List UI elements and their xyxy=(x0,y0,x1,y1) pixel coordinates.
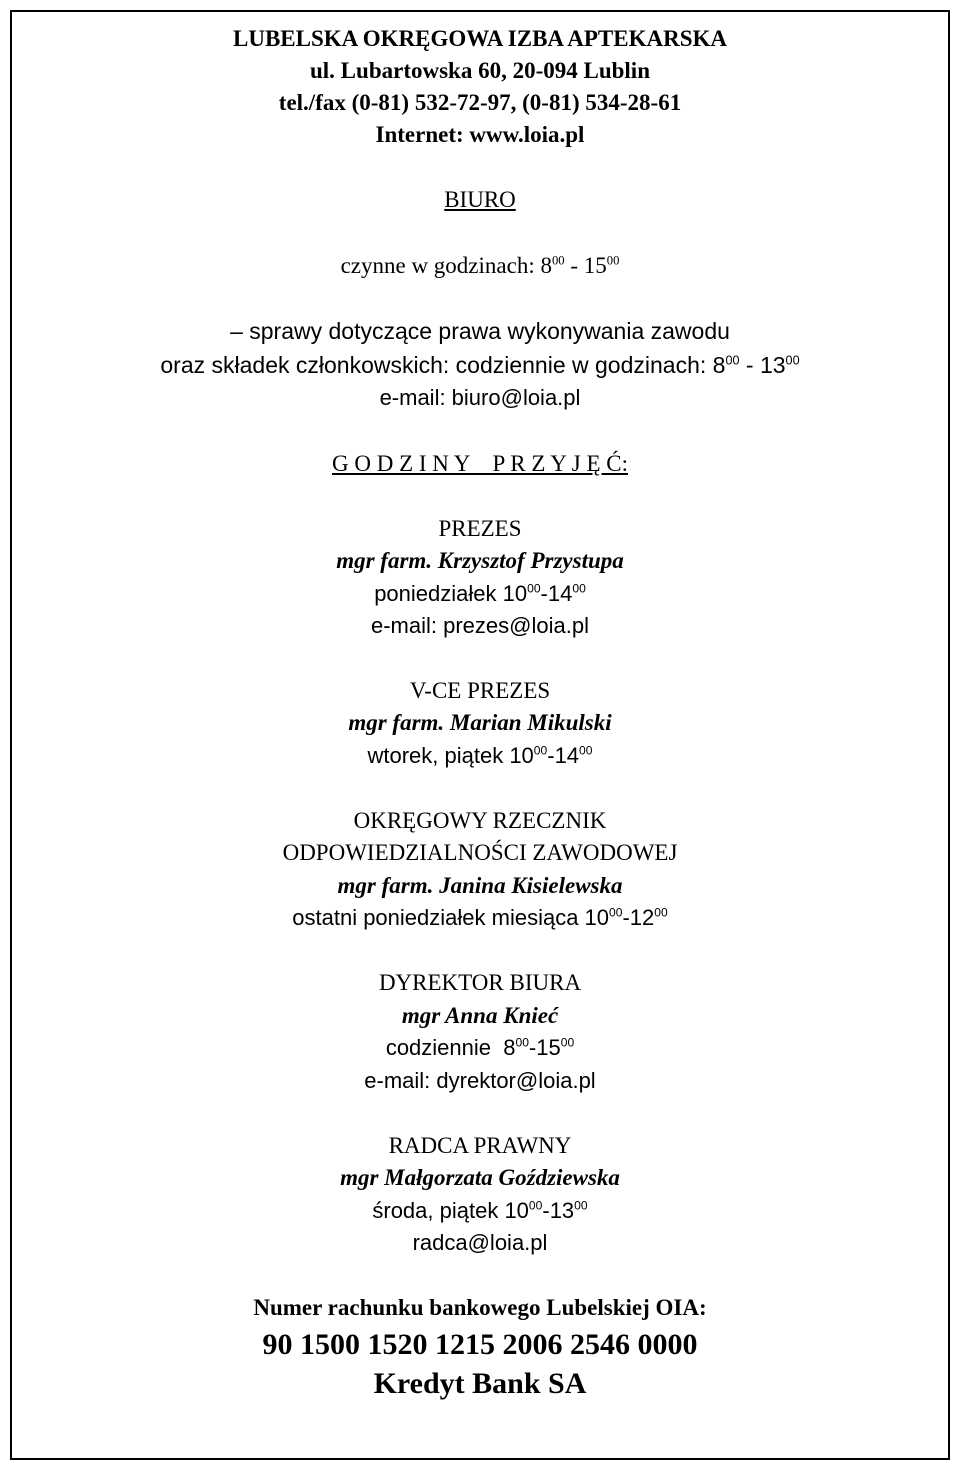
director-email: e-mail: dyrektor@loia.pl xyxy=(364,1068,596,1093)
office-email: e-mail: biuro@loia.pl xyxy=(379,385,581,410)
president-name: mgr farm. Krzysztof Przystupa xyxy=(336,548,624,573)
bank-account-number: 90 1500 1520 1215 2006 2546 0000 xyxy=(262,1328,698,1361)
vice-president-hours: wtorek, piątek $10^{00}-14^{00}$ xyxy=(367,743,593,768)
office-matters-line2: oraz składek członkowskich: codziennie w godzinach: $8^{00} - 13^{00}$ xyxy=(160,352,800,378)
bank-label: Numer rachunku bankowego Lubelskiej OIA: xyxy=(253,1295,707,1320)
office-title: BIURO xyxy=(444,187,516,212)
director-name: mgr Anna Knieć xyxy=(401,1003,559,1028)
bank-name: Kredyt Bank SA xyxy=(373,1367,587,1400)
director-hours: codziennie $8^{00}-15^{00}$ xyxy=(385,1035,575,1060)
legal-name: mgr Małgorzata Goździewska xyxy=(340,1165,620,1190)
org-internet: Internet: www.loia.pl xyxy=(375,122,585,147)
office-matters-line1: – sprawy dotyczące prawa wykonywania zawodu xyxy=(230,318,730,344)
legal-hours: środa, piątek $10^{00}-13^{00}$ xyxy=(372,1198,588,1223)
vice-president-name: mgr farm. Marian Mikulski xyxy=(348,710,612,735)
spokesman-name: mgr farm. Janina Kisielewska xyxy=(337,873,623,898)
org-address: ul. Lubartowska 60, 20-094 Lublin xyxy=(310,58,650,83)
director-title: DYREKTOR BIURA xyxy=(378,970,582,995)
org-phone: tel./fax (0-81) 532-72-97, (0-81) 534-28-61 xyxy=(278,90,682,115)
spokesman-title-line2: ODPOWIEDZIALNOŚCI ZAWODOWEJ xyxy=(282,840,678,865)
president-hours: poniedziałek $10^{00}-14^{00}$ xyxy=(374,581,586,606)
legal-title: RADCA PRAWNY xyxy=(388,1133,572,1158)
vice-president-title: V-CE PREZES xyxy=(409,678,551,703)
reception-heading: G O D Z I N Y P R Z Y J Ę Ć: xyxy=(331,451,628,476)
office-hours: czynne w godzinach: $8^{00} - 15^{00}$ xyxy=(340,253,620,278)
president-title: PREZES xyxy=(438,516,522,541)
org-name: LUBELSKA OKRĘGOWA IZBA APTEKARSKA xyxy=(233,26,727,51)
spokesman-hours: ostatni poniedziałek miesiąca $10^{00}-12^{00}$ xyxy=(292,905,668,930)
spokesman-title-line1: OKRĘGOWY RZECZNIK xyxy=(353,808,607,833)
legal-email: radca@loia.pl xyxy=(412,1230,548,1255)
president-email: e-mail: prezes@loia.pl xyxy=(371,613,589,638)
